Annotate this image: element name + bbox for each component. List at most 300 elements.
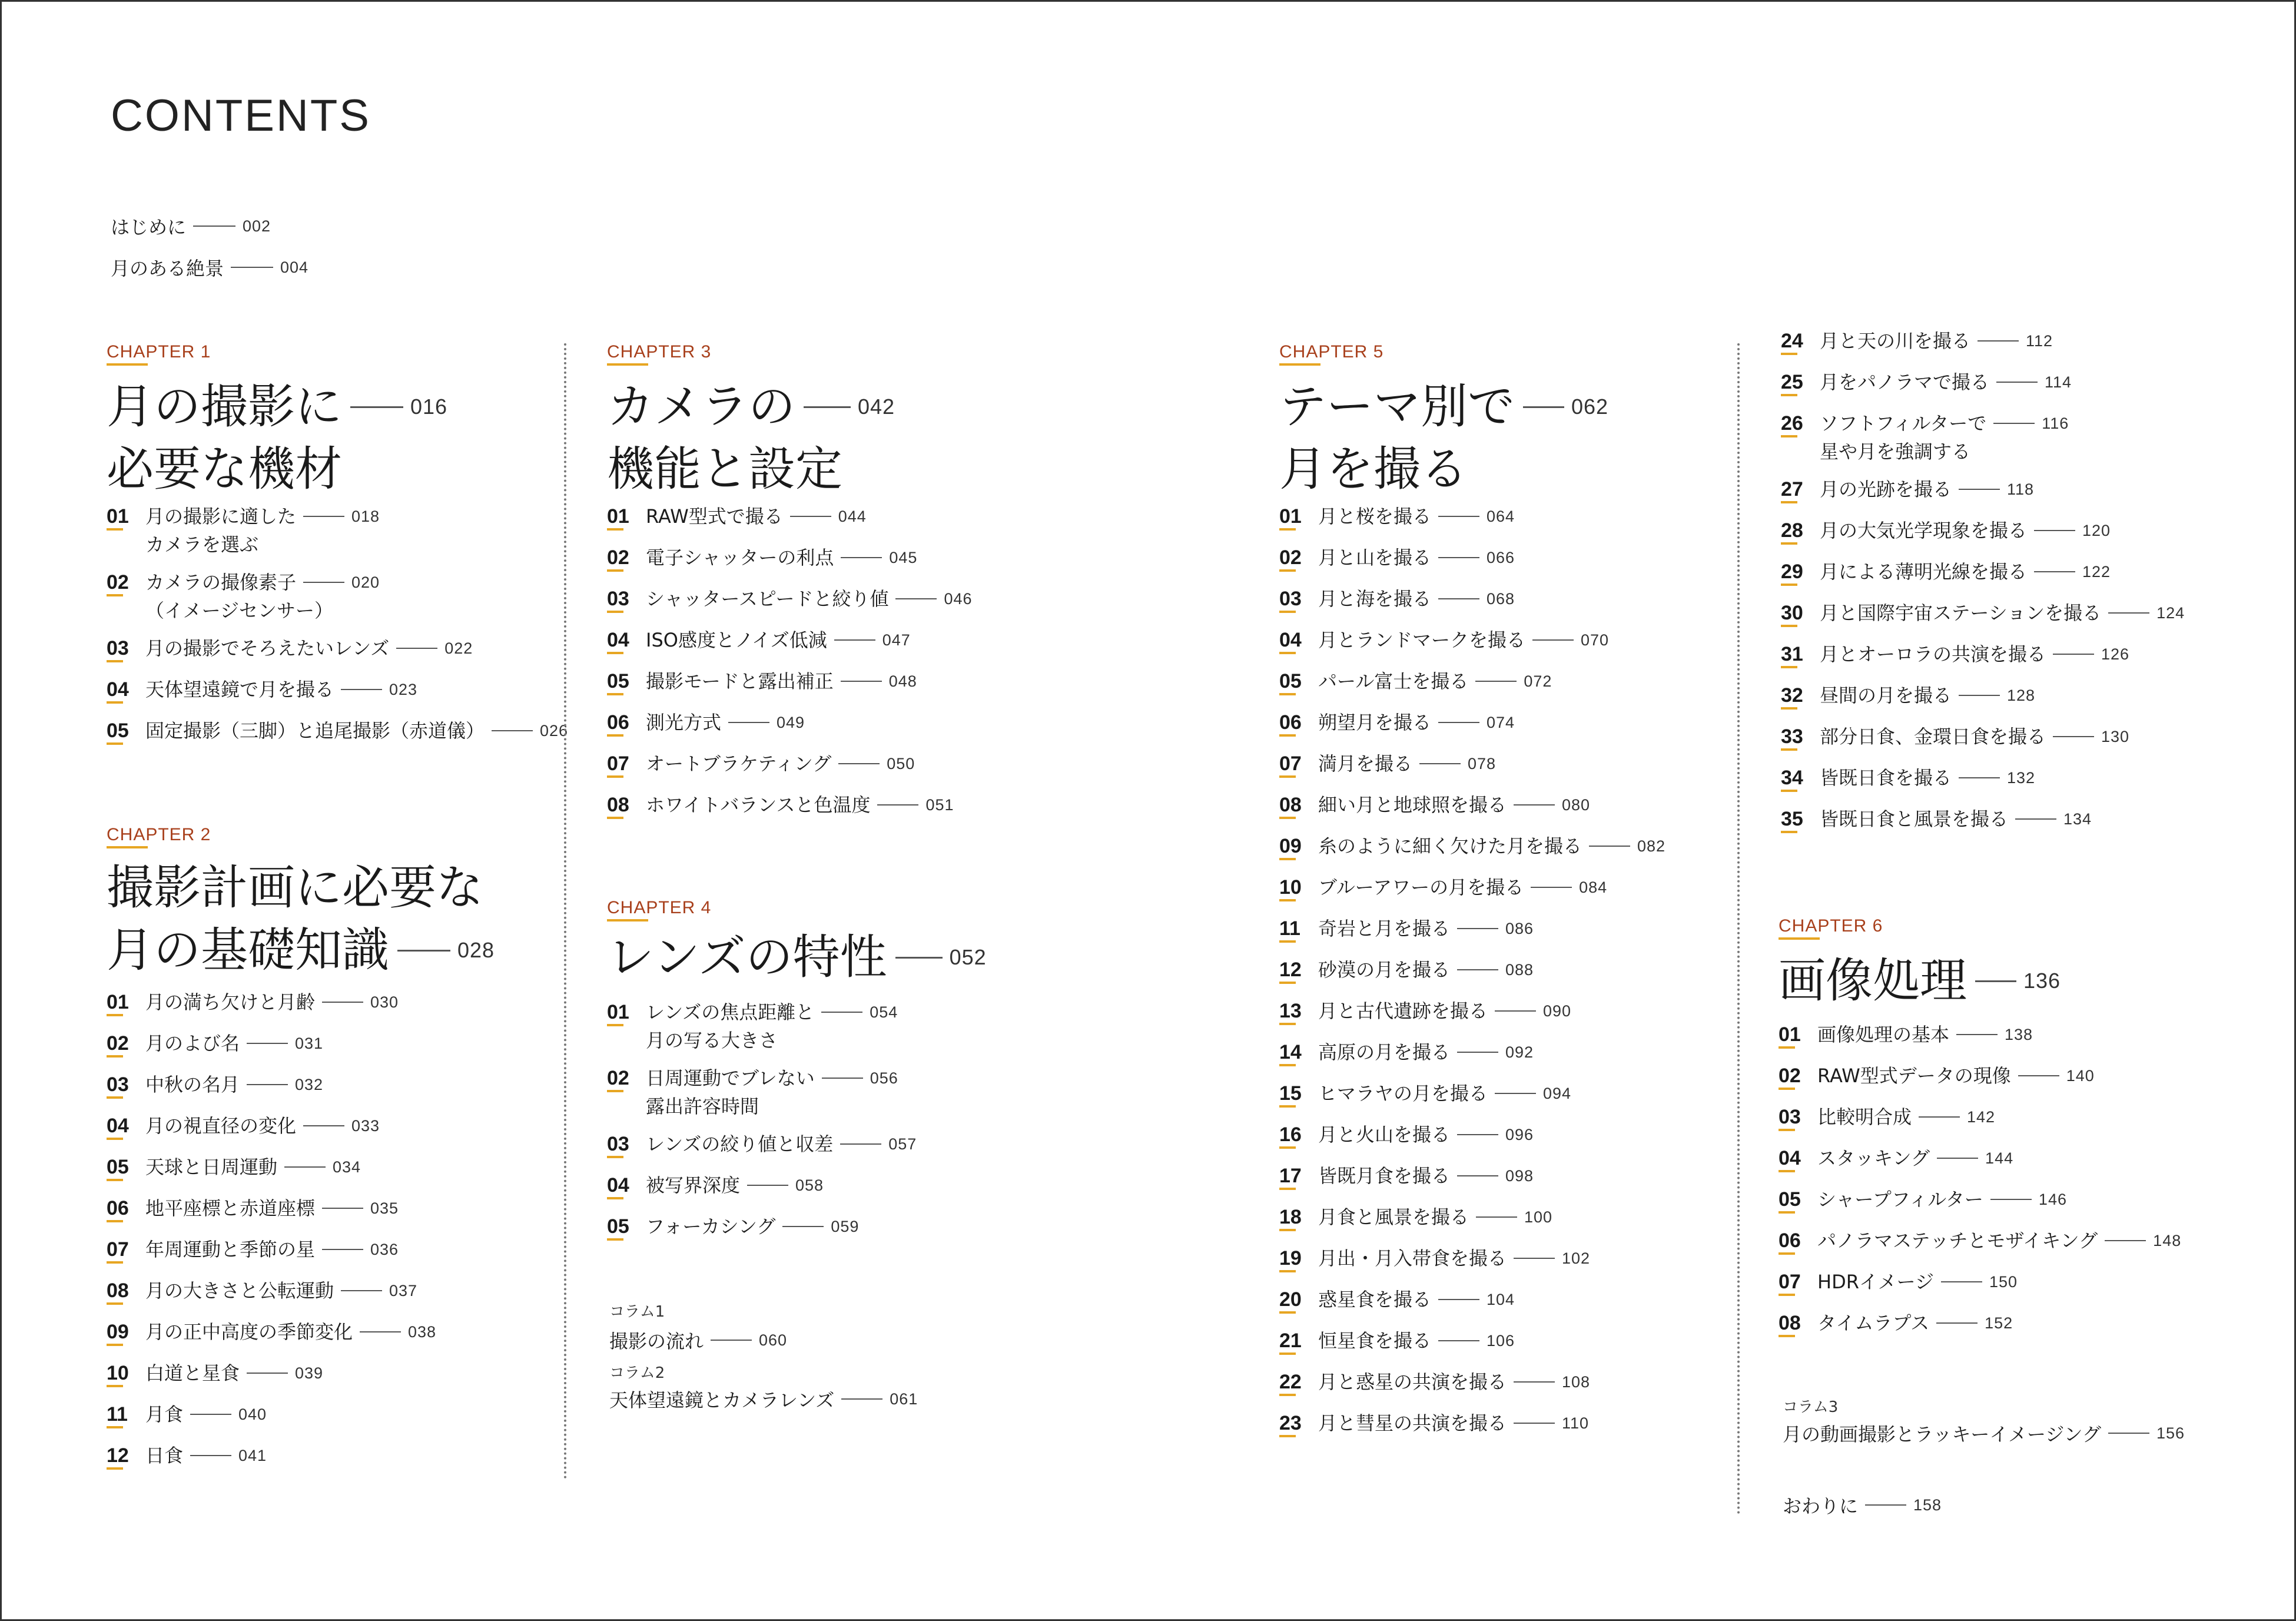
leader-line — [1959, 489, 2000, 490]
toc-item[interactable] — [1279, 750, 1496, 778]
toc-item[interactable] — [607, 1171, 824, 1199]
toc-item-number — [107, 634, 145, 662]
toc-item-page: 046 — [944, 590, 973, 608]
toc-item-title: シャッタースピードと絞り値 — [646, 588, 889, 610]
toc-number-underline — [107, 1220, 123, 1222]
toc-item-number — [607, 543, 646, 572]
toc-item[interactable] — [107, 1153, 361, 1181]
toc-item[interactable] — [107, 1070, 323, 1099]
toc-item[interactable] — [107, 988, 399, 1016]
chapter-page-number: 052 — [949, 945, 987, 969]
toc-number-underline — [607, 528, 623, 531]
toc-item-number — [1279, 1285, 1318, 1314]
toc-number-underline — [607, 1024, 623, 1026]
leader-line — [1514, 1381, 1555, 1383]
toc-item-title: RAW型式で撮る — [646, 505, 783, 528]
toc-item[interactable] — [1781, 409, 2069, 466]
leader-line — [804, 406, 851, 408]
toc-item[interactable] — [607, 791, 954, 819]
toc-number-underline — [1781, 666, 1797, 668]
leader-line — [1457, 928, 1498, 929]
toc-item-page: 146 — [2038, 1191, 2067, 1208]
toc-item[interactable] — [1279, 502, 1515, 531]
toc-item-row — [1279, 585, 1515, 613]
toc-item-number-text: 12 — [1279, 959, 1302, 981]
toc-item-number-text: 02 — [107, 571, 129, 594]
toc-item-number — [1781, 764, 1820, 792]
toc-item-page: 022 — [444, 639, 473, 657]
toc-item[interactable] — [1279, 1327, 1515, 1355]
chapter-label: CHAPTER 6 — [1779, 916, 1883, 936]
chapter-title-text: 月を撮る — [1279, 442, 1468, 496]
toc-item-row — [1781, 805, 2092, 833]
toc-item-number-text: 25 — [1781, 371, 1803, 393]
toc-item[interactable] — [1781, 558, 2111, 586]
toc-number-underline — [607, 734, 623, 737]
toc-item-number-text: 09 — [107, 1321, 129, 1343]
column-item-3[interactable] — [1783, 1420, 2185, 1447]
toc-item-title: 電子シャッターの利点 — [646, 546, 834, 569]
chapter-label-underline — [107, 846, 148, 848]
toc-item[interactable] — [1781, 475, 2034, 503]
page-number: 002 — [243, 217, 271, 235]
toc-item[interactable] — [1279, 543, 1515, 572]
toc-item-number — [1279, 914, 1318, 943]
toc-item-row — [1279, 543, 1515, 572]
leader-line — [350, 406, 403, 408]
toc-item[interactable] — [607, 626, 911, 654]
toc-number-underline — [1279, 1064, 1296, 1066]
toc-item-title: 日周運動でブレない — [646, 1067, 815, 1089]
toc-item[interactable] — [607, 708, 805, 737]
front-item-views[interactable] — [111, 254, 308, 281]
toc-item-number — [1779, 1062, 1817, 1090]
toc-item-title: ソフトフィルターで — [1820, 412, 1987, 435]
toc-number-underline — [107, 1467, 123, 1470]
toc-item-title: 月と国際宇宙ステーションを撮る — [1820, 602, 2102, 624]
toc-item-title: 画像処理の基本 — [1817, 1023, 1950, 1046]
toc-item-number — [107, 1112, 145, 1140]
toc-item-row — [107, 1029, 323, 1058]
toc-item[interactable] — [607, 1212, 859, 1241]
toc-item-page: 050 — [887, 755, 915, 773]
toc-item[interactable] — [1779, 1144, 2013, 1172]
toc-item-row — [607, 502, 867, 531]
toc-item-number-text: 06 — [607, 711, 629, 734]
toc-item[interactable] — [1779, 1062, 2095, 1090]
toc-item-number — [607, 1212, 646, 1241]
toc-item-subtitle: 月の写る大きさ — [646, 1029, 778, 1052]
toc-item-title: 日食 — [145, 1444, 184, 1467]
toc-item-number-text: 14 — [1279, 1041, 1302, 1063]
toc-item[interactable] — [607, 667, 917, 695]
toc-item-number — [1779, 1309, 1817, 1337]
toc-number-underline — [607, 1238, 623, 1241]
toc-number-underline — [1279, 569, 1296, 572]
toc-item-number-text: 29 — [1781, 561, 1803, 583]
toc-item[interactable] — [1279, 1368, 1590, 1396]
toc-item[interactable] — [607, 502, 867, 531]
toc-number-underline — [107, 1344, 123, 1346]
toc-item-row — [1279, 1368, 1590, 1396]
toc-item-title: 満月を撮る — [1318, 753, 1413, 775]
leader-line — [1495, 1093, 1536, 1094]
toc-number-underline — [107, 594, 123, 596]
toc-item-number — [1279, 997, 1318, 1025]
toc-item-title: 月と古代遺跡を撮る — [1318, 1000, 1488, 1022]
toc-item-title: 惑星食を撮る — [1318, 1288, 1432, 1311]
chapter-title[interactable] — [107, 857, 495, 982]
column-item-2[interactable] — [609, 1385, 918, 1413]
toc-item-number — [1781, 475, 1820, 503]
toc-item-number-text: 04 — [107, 1115, 129, 1137]
toc-item-page: 122 — [2082, 563, 2111, 581]
toc-item-number — [1279, 543, 1318, 572]
toc-item[interactable] — [1781, 722, 2129, 751]
toc-item-row — [607, 543, 917, 572]
toc-item-title: 月のよび名 — [145, 1032, 240, 1055]
toc-item-row — [1279, 914, 1534, 943]
toc-item-title: シャープフィルター — [1817, 1188, 1983, 1211]
toc-item-number-text: 06 — [1279, 711, 1302, 734]
leader-line — [397, 950, 450, 952]
chapter-title[interactable] — [607, 376, 895, 500]
toc-number-underline — [1781, 831, 1797, 833]
toc-item-page: 108 — [1562, 1373, 1591, 1391]
toc-item[interactable] — [1279, 791, 1590, 819]
column-title: 月の動画撮影とラッキーイメージング — [1783, 1423, 2101, 1446]
chapter-label-underline — [107, 363, 148, 366]
toc-number-underline — [607, 775, 623, 778]
toc-number-underline — [1781, 542, 1797, 545]
toc-item-number — [607, 998, 646, 1026]
toc-item-title: 月の撮影に適した — [145, 505, 297, 528]
toc-item-row — [1279, 997, 1571, 1025]
toc-item-page: 150 — [1989, 1273, 2018, 1291]
toc-item-page: 080 — [1562, 796, 1591, 814]
toc-item-number — [607, 708, 646, 737]
toc-item-number — [1279, 873, 1318, 901]
toc-item-title: ISO感度とノイズ低減 — [646, 629, 827, 651]
toc-item-number-text: 24 — [1781, 330, 1803, 352]
toc-item-number-text: 16 — [1279, 1123, 1302, 1146]
toc-item[interactable] — [107, 1112, 380, 1140]
toc-item-page: 066 — [1487, 549, 1515, 566]
leader-line — [1523, 406, 1564, 408]
toc-item-page: 088 — [1505, 961, 1534, 979]
toc-item-title: レンズの焦点距離と — [646, 1001, 815, 1023]
chapter-title-text: 機能と設定 — [607, 442, 842, 496]
toc-item[interactable] — [1279, 1121, 1534, 1149]
toc-item-row — [107, 1112, 380, 1140]
toc-item[interactable] — [107, 1359, 323, 1387]
toc-item-row — [1779, 1309, 2013, 1337]
toc-item-row — [607, 626, 911, 654]
toc-item-page: 037 — [389, 1282, 418, 1300]
toc-item[interactable] — [107, 1029, 323, 1058]
toc-item[interactable] — [107, 1318, 436, 1346]
toc-item[interactable] — [1279, 585, 1515, 613]
toc-item-page: 036 — [370, 1241, 399, 1258]
toc-item-title: フォーカシング — [646, 1215, 776, 1238]
toc-item-title: ヒマラヤの月を撮る — [1318, 1082, 1488, 1105]
toc-item[interactable] — [1781, 764, 2035, 792]
toc-item[interactable] — [107, 1277, 417, 1305]
toc-number-underline — [1279, 940, 1296, 943]
toc-number-underline — [607, 611, 623, 613]
toc-item-number — [607, 502, 646, 531]
toc-item[interactable] — [1779, 1309, 2013, 1337]
chapter-title[interactable] — [107, 376, 447, 500]
toc-item-title: HDRイメージ — [1817, 1271, 1934, 1293]
toc-item-number — [1279, 1162, 1318, 1190]
toc-item-row — [1781, 640, 2129, 668]
toc-item[interactable] — [1279, 914, 1534, 943]
leader-line — [1531, 887, 1572, 888]
chapter-title-line — [1279, 438, 1608, 500]
toc-item[interactable] — [1279, 1409, 1589, 1437]
toc-item-row — [1779, 1185, 2067, 1214]
leader-line — [895, 598, 937, 599]
toc-item-page: 058 — [795, 1176, 824, 1194]
toc-item-number — [1279, 708, 1318, 737]
toc-number-underline — [1279, 1394, 1296, 1396]
toc-number-underline — [1781, 394, 1797, 396]
toc-item[interactable] — [1781, 640, 2129, 668]
leader-line — [1438, 722, 1479, 723]
toc-item-number — [1781, 368, 1820, 396]
toc-item-title: 月とランドマークを撮る — [1318, 629, 1526, 651]
leader-line — [247, 1373, 288, 1374]
toc-item-page: 030 — [370, 993, 399, 1011]
toc-item[interactable] — [1279, 1285, 1515, 1314]
toc-item-number-text: 11 — [107, 1403, 128, 1426]
chapter-title-text: 月の基礎知識 — [107, 923, 389, 977]
toc-number-underline — [1279, 611, 1296, 613]
leader-line — [1495, 1010, 1536, 1012]
toc-item[interactable] — [1781, 805, 2092, 833]
toc-item-number — [107, 1153, 145, 1181]
toc-item-page: 039 — [295, 1364, 324, 1382]
leader-line — [834, 639, 875, 641]
toc-item-row — [107, 634, 473, 662]
column-separator — [1737, 343, 1740, 1515]
toc-item-row — [1781, 722, 2129, 751]
toc-item-page: 112 — [2026, 332, 2053, 350]
toc-item[interactable] — [1779, 1226, 2181, 1255]
toc-item[interactable] — [1781, 599, 2185, 627]
toc-number-underline — [1279, 858, 1296, 860]
toc-item-row — [1279, 1121, 1534, 1149]
toc-item[interactable] — [607, 543, 917, 572]
chapter-title-line — [607, 438, 895, 500]
toc-item-title: 月の満ち欠けと月齢 — [145, 991, 316, 1013]
toc-item-title: 昼間の月を撮る — [1820, 684, 1952, 707]
toc-item-title: 月と惑星の共演を撮る — [1318, 1371, 1507, 1393]
toc-item-row — [607, 998, 898, 1026]
toc-item[interactable] — [1279, 1244, 1590, 1272]
toc-item-number — [1279, 1244, 1318, 1272]
toc-item-page: 035 — [370, 1199, 399, 1217]
toc-item-page: 082 — [1637, 837, 1666, 855]
toc-item[interactable] — [607, 998, 898, 1055]
toc-item-page: 126 — [2101, 645, 2130, 663]
leader-line — [2053, 736, 2094, 737]
toc-item[interactable] — [1279, 956, 1534, 984]
leader-line — [1514, 804, 1555, 805]
toc-item[interactable] — [1779, 1268, 2018, 1296]
toc-item-page: 144 — [1985, 1149, 2014, 1167]
toc-item-row — [1779, 1062, 2095, 1090]
toc-item[interactable] — [607, 750, 915, 778]
toc-item[interactable] — [1279, 1038, 1534, 1066]
toc-item-page: 116 — [2042, 415, 2069, 432]
leader-line — [322, 1249, 363, 1250]
toc-item-number-text: 05 — [1779, 1188, 1801, 1211]
toc-item-row — [1279, 502, 1515, 531]
toc-item[interactable] — [607, 1130, 917, 1158]
toc-item[interactable] — [1779, 1020, 2033, 1049]
toc-item-number — [1781, 558, 1820, 586]
leader-line — [2034, 530, 2075, 531]
toc-item[interactable] — [1279, 1162, 1534, 1190]
toc-item-page: 048 — [888, 672, 917, 690]
toc-item[interactable] — [107, 675, 417, 704]
column-item-1[interactable] — [609, 1327, 787, 1354]
toc-item-title: パノラマステッチとモザイキング — [1817, 1229, 2098, 1252]
toc-item-title: 天体望遠鏡で月を撮る — [145, 678, 334, 701]
toc-item[interactable] — [607, 1064, 898, 1121]
toc-number-underline — [1781, 707, 1797, 710]
toc-item[interactable] — [1279, 1203, 1552, 1231]
toc-item[interactable] — [107, 717, 568, 745]
toc-item-page: 059 — [831, 1218, 860, 1235]
chapter-title[interactable] — [1779, 950, 2061, 1012]
toc-item-number-text: 08 — [1779, 1312, 1801, 1334]
toc-item-row — [1279, 750, 1496, 778]
toc-item[interactable] — [107, 1400, 267, 1428]
toc-item-number — [1279, 1327, 1318, 1355]
ending-item[interactable] — [1783, 1491, 1942, 1519]
toc-item[interactable] — [1279, 626, 1609, 654]
chapter-title[interactable] — [607, 926, 987, 989]
toc-item-number — [607, 1064, 646, 1092]
toc-item-title: 砂漠の月を撮る — [1318, 959, 1451, 981]
toc-item-row — [107, 717, 568, 745]
toc-item-number-text: 07 — [607, 753, 629, 775]
toc-item-title: 月と桜を撮る — [1318, 505, 1432, 528]
toc-item-row — [1779, 1103, 1995, 1131]
chapter-title[interactable] — [1279, 376, 1608, 500]
leader-line — [193, 226, 235, 227]
toc-item-title: カメラの撮像素子 — [145, 571, 297, 594]
toc-item[interactable] — [1279, 1079, 1571, 1108]
toc-item[interactable] — [1779, 1103, 1995, 1131]
toc-item-number — [1781, 599, 1820, 627]
toc-item[interactable] — [107, 502, 380, 559]
chapter-title-line — [1279, 376, 1608, 438]
toc-item[interactable] — [107, 1235, 399, 1264]
toc-item-number — [107, 1194, 145, 1222]
toc-item[interactable] — [1781, 368, 2072, 396]
toc-item-number — [1279, 1409, 1318, 1437]
toc-number-underline — [607, 1197, 623, 1199]
toc-item[interactable] — [1779, 1185, 2067, 1214]
toc-item-number — [1279, 502, 1318, 531]
toc-number-underline — [1279, 693, 1296, 695]
leader-line — [841, 1398, 882, 1400]
toc-item-number-text: 11 — [1279, 917, 1300, 940]
toc-item[interactable] — [1781, 681, 2035, 710]
toc-item-number — [1279, 956, 1318, 984]
toc-item-number-text: 02 — [607, 546, 629, 569]
toc-item-row — [1781, 764, 2035, 792]
toc-item[interactable] — [1279, 667, 1552, 695]
toc-item-title: 月と天の川を撮る — [1820, 330, 1971, 352]
toc-item[interactable] — [1279, 997, 1571, 1025]
toc-item[interactable] — [1781, 516, 2111, 545]
toc-item[interactable] — [107, 568, 380, 625]
toc-item-page: 056 — [870, 1069, 898, 1087]
toc-item-number-text: 21 — [1279, 1330, 1302, 1352]
toc-number-underline — [107, 1014, 123, 1016]
toc-item-row — [107, 1277, 417, 1305]
toc-item-row — [107, 1235, 399, 1264]
toc-item-number — [1279, 1368, 1318, 1396]
front-item-intro[interactable] — [111, 213, 271, 240]
toc-item[interactable] — [1279, 873, 1607, 901]
toc-number-underline — [1779, 1129, 1795, 1131]
leader-line — [1476, 1216, 1517, 1218]
leader-line — [1438, 598, 1479, 599]
toc-number-underline — [607, 569, 623, 572]
leader-line — [1457, 1175, 1498, 1176]
leader-line — [838, 763, 880, 764]
toc-item-page: 118 — [2007, 480, 2035, 498]
chapter-label: CHAPTER 3 — [607, 342, 712, 362]
toc-item-row — [107, 1400, 267, 1428]
toc-item-page: 132 — [2007, 769, 2036, 787]
toc-item[interactable] — [607, 585, 973, 613]
toc-number-underline — [1781, 790, 1797, 792]
toc-item[interactable] — [107, 1441, 267, 1470]
toc-item[interactable] — [1279, 832, 1665, 860]
chapter-label-underline — [1779, 937, 1820, 940]
toc-item-number — [1279, 832, 1318, 860]
toc-item-title: 細い月と地球照を撮る — [1318, 794, 1507, 816]
toc-item-number — [1279, 585, 1318, 613]
chapter-page-number: 136 — [2023, 969, 2061, 993]
toc-item[interactable] — [1279, 708, 1515, 737]
toc-item[interactable] — [107, 1194, 399, 1222]
toc-item-page: 140 — [2066, 1067, 2095, 1085]
toc-item-page: 074 — [1487, 714, 1515, 731]
toc-item-page: 057 — [888, 1135, 917, 1153]
toc-item[interactable] — [1781, 327, 2053, 355]
leader-line — [247, 1043, 288, 1044]
toc-item[interactable] — [107, 634, 473, 662]
leader-line — [2034, 571, 2075, 572]
leader-line — [822, 1078, 863, 1079]
toc-item-number-text: 03 — [1779, 1106, 1801, 1128]
toc-number-underline — [107, 1385, 123, 1387]
toc-item-number-text: 04 — [607, 629, 629, 651]
leader-line — [2105, 1240, 2146, 1241]
toc-item-page: 152 — [1985, 1314, 2013, 1332]
toc-item-page: 106 — [1487, 1332, 1515, 1350]
toc-item-number — [107, 1235, 145, 1264]
chapter-title-line — [607, 376, 895, 438]
